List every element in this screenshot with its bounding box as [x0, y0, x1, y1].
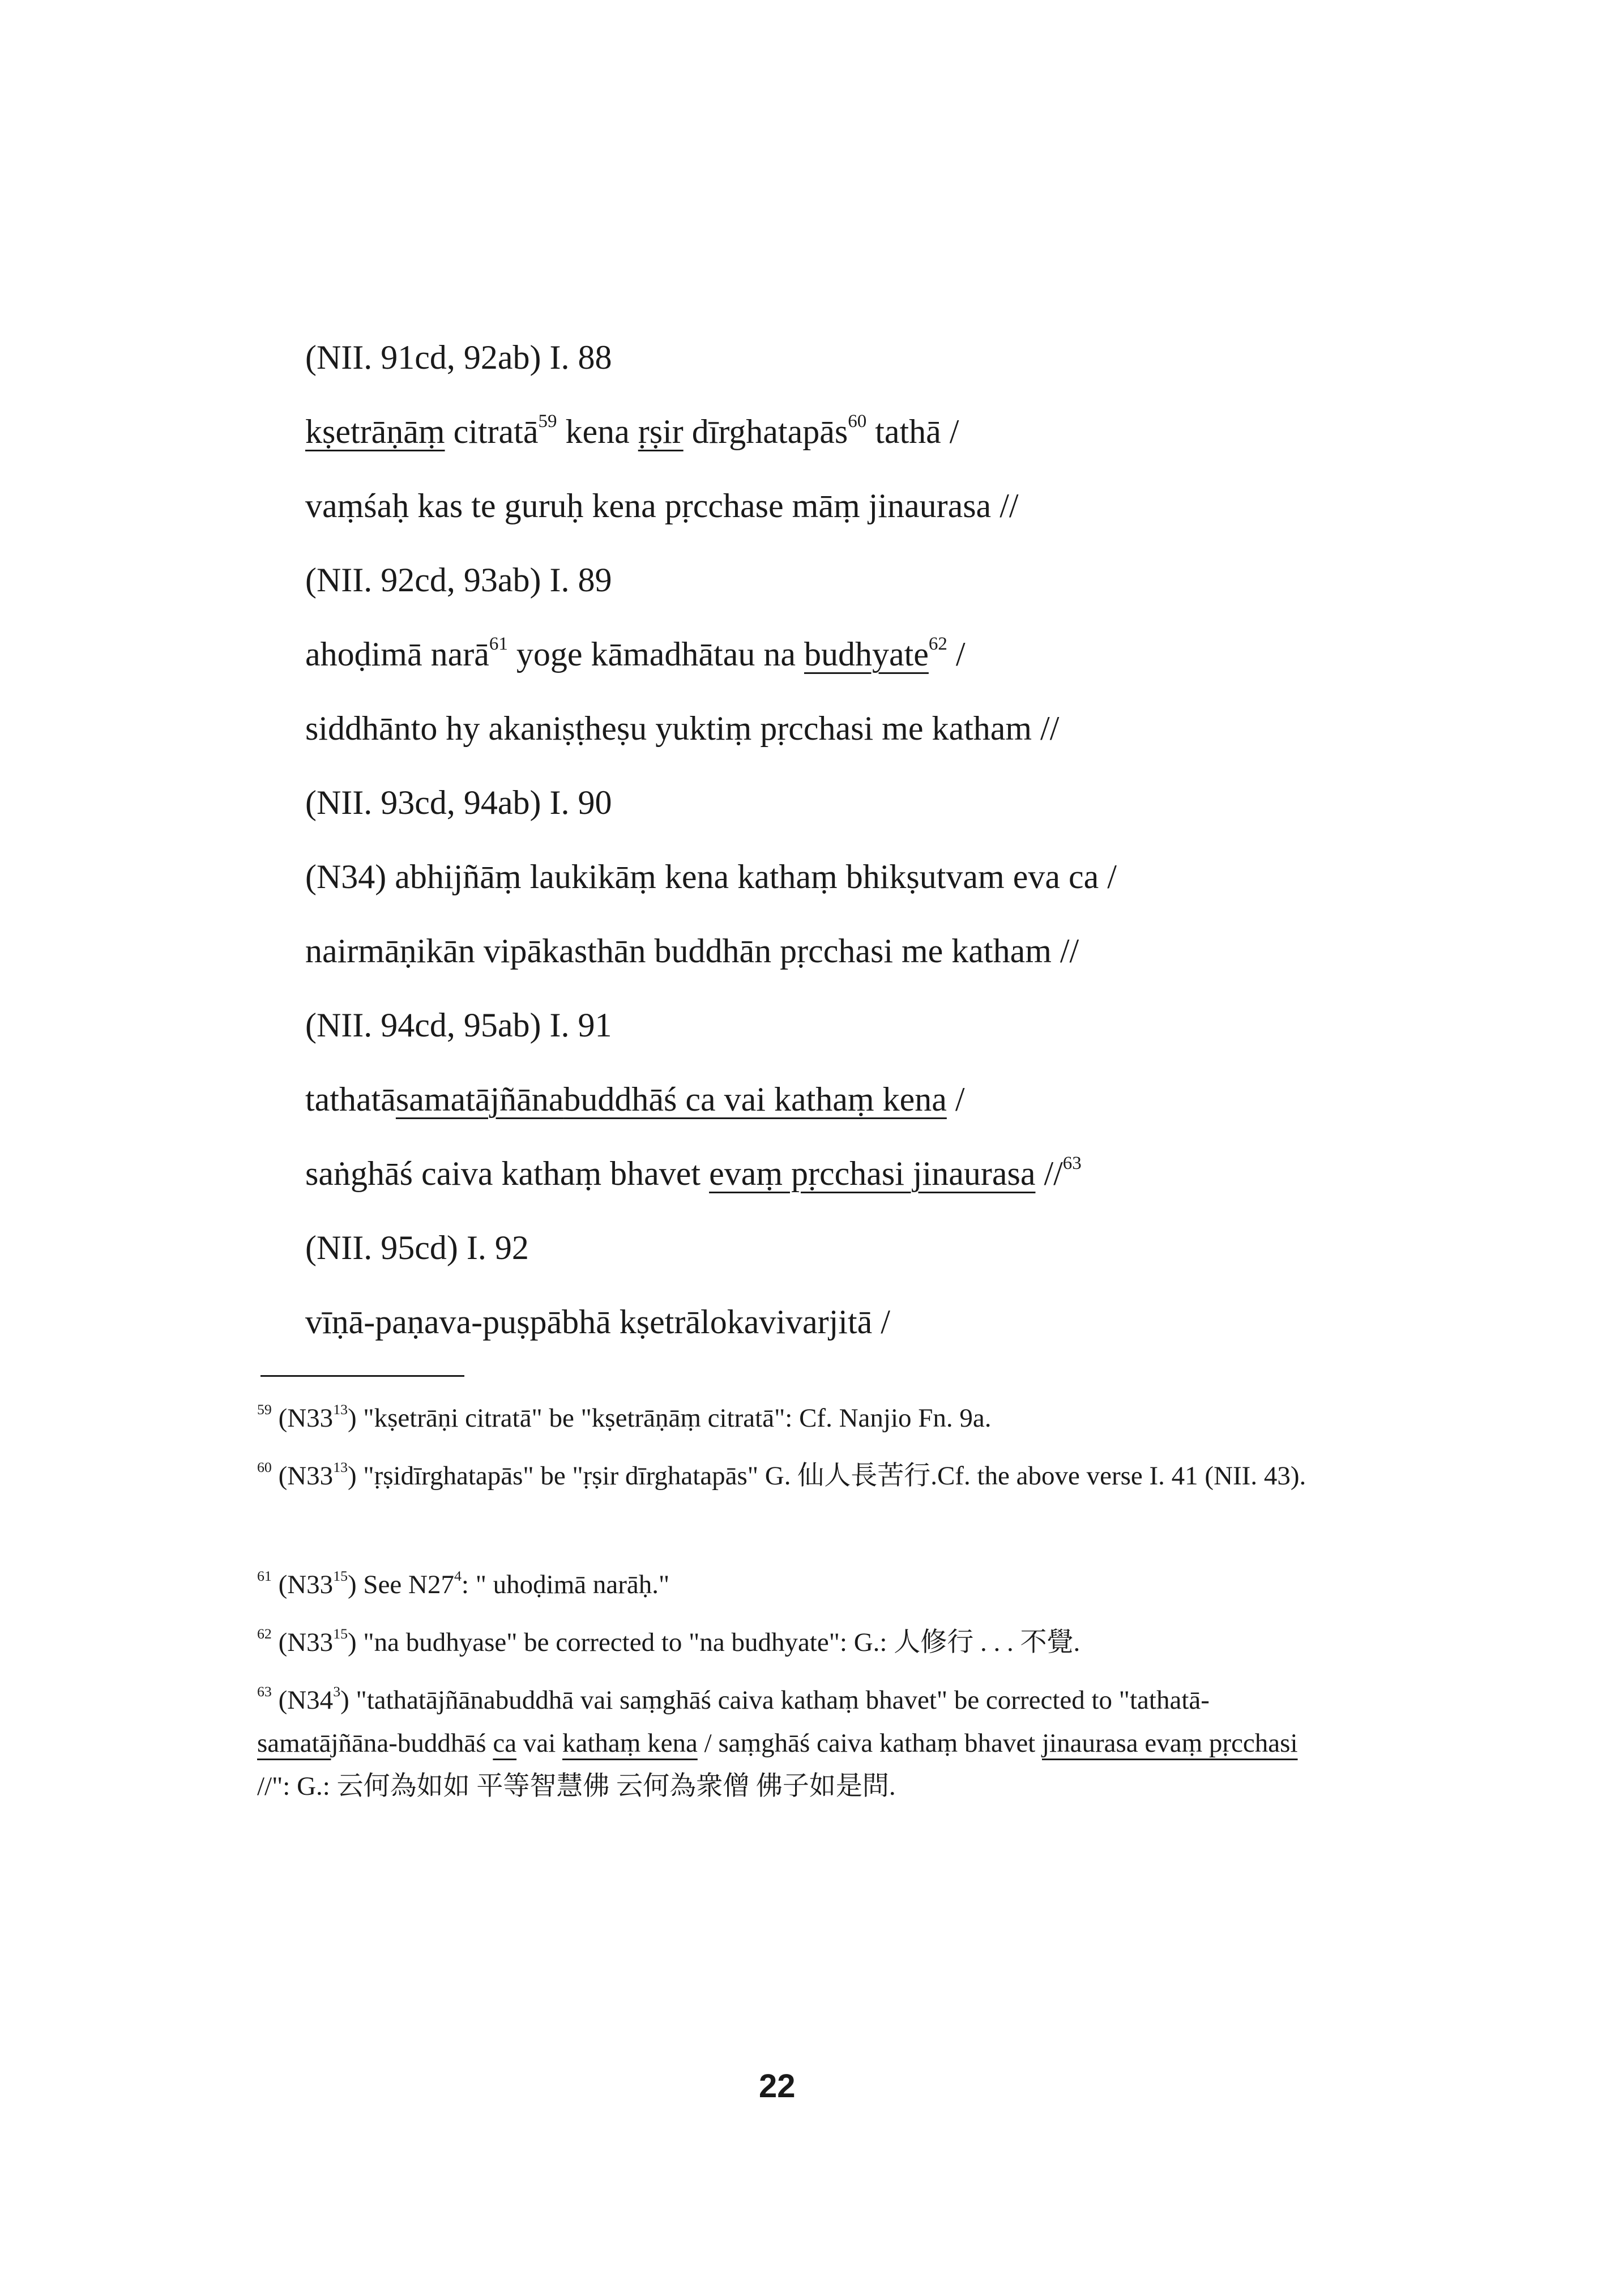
text-segment: (NII. 95cd) I. 92 [305, 1229, 529, 1266]
text-segment: vai [516, 1729, 562, 1758]
footnote-divider [260, 1375, 464, 1377]
superscript-ref: 60 [848, 411, 867, 432]
text-segment: (NII. 92cd, 93ab) I. 89 [305, 561, 612, 599]
page-number: 22 [759, 2068, 796, 2105]
text-segment: siddhānto hy akaniṣṭheṣu yuktiṃ pṛcchasi me katham // [305, 710, 1060, 747]
superscript-ref: 62 [257, 1625, 272, 1642]
verse-line [305, 484, 1019, 527]
superscript-ref: 3 [333, 1683, 341, 1700]
text-segment: (N33 [271, 1403, 334, 1433]
verse-line [305, 707, 1059, 750]
superscript-ref: 59 [538, 411, 557, 432]
superscript-ref: 59 [257, 1401, 272, 1418]
text-segment: // [1035, 1155, 1063, 1192]
text-segment: //": G.: 云何為如如 平等智慧佛 云何為衆僧 佛子如是問. [257, 1772, 896, 1801]
underlined-text: buddhāś ca vai kathaṃ kena [563, 1081, 947, 1118]
verse-line [305, 633, 966, 676]
text-segment: dīrghatapās [683, 413, 848, 450]
text-segment: ) See N27 [348, 1570, 454, 1599]
text-segment: jñāna-buddhāś [331, 1729, 493, 1758]
footnote-59 [257, 1397, 1333, 1440]
verse-line [305, 1300, 890, 1343]
text-segment: : " uhoḍimā narāḥ." [461, 1570, 670, 1599]
verse-line [305, 410, 959, 453]
text-segment: (N33 [271, 1628, 334, 1657]
underlined-text: budhyate [804, 635, 929, 673]
text-segment: (N34) abhijñāṃ laukikāṃ kena kathaṃ bhikṣutvam eva ca / [305, 858, 1117, 895]
text-segment: vīṇā-paṇava-puṣpābhā kṣetrālokavivarjitā / [305, 1303, 890, 1341]
text-segment: kena [557, 413, 638, 450]
text-segment: / [947, 635, 966, 673]
text-segment: (N34 [271, 1685, 334, 1715]
superscript-ref: 61 [257, 1568, 272, 1585]
superscript-ref: 63 [257, 1683, 272, 1700]
footnote-62 [257, 1621, 1333, 1664]
verse-heading [305, 336, 612, 379]
text-segment: vaṃśaḥ kas te guruḥ kena pṛcchase māṃ jinaurasa // [305, 487, 1019, 524]
text-segment: ahoḍimā narā [305, 635, 489, 673]
text-segment: yoge kāmadhātau na [507, 635, 804, 673]
underlined-text: ṛṣir [638, 413, 684, 450]
superscript-ref: 15 [333, 1625, 348, 1642]
underlined-text: kṣetrāṇāṃ [305, 413, 445, 450]
text-segment: saṅghāś caiva kathaṃ bhavet [305, 1155, 710, 1192]
footnote-63 [257, 1679, 1333, 1808]
verse-heading [305, 781, 612, 824]
text-segment: / saṃghāś caiva kathaṃ bhavet [697, 1729, 1042, 1758]
underlined-text: samatā [257, 1729, 331, 1758]
text-segment: (NII. 91cd, 92ab) I. 88 [305, 339, 612, 376]
verse-line [305, 1078, 965, 1121]
text-segment: tathā / [866, 413, 959, 450]
text-segment: (N33 [271, 1570, 334, 1599]
verse-line [305, 855, 1117, 898]
text-segment: ) "ṛṣidīrghatapās" be "ṛṣir dīrghatapās" G. 仙人長苦行.Cf. the above verse I. 41 (NII. 43). [348, 1461, 1306, 1491]
superscript-ref: 4 [454, 1568, 462, 1585]
text-segment: (NII. 93cd, 94ab) I. 90 [305, 784, 612, 821]
superscript-ref: 60 [257, 1459, 272, 1476]
underlined-text: ca [493, 1729, 517, 1758]
verse-heading [305, 1226, 529, 1269]
text-segment: (NII. 94cd, 95ab) I. 91 [305, 1006, 612, 1044]
text-segment: ) "na budhyase" be corrected to "na budhyate": G.: 人修行 . . . 不覺. [348, 1628, 1080, 1657]
footnote-60 [257, 1454, 1333, 1497]
superscript-ref: 15 [333, 1568, 348, 1585]
text-segment: ) "tathatājñānabuddhā vai saṃghāś caiva kathaṃ bhavet" be corrected to "tathatā- [340, 1685, 1210, 1715]
underlined-text: evaṃ pṛcchasi jinaurasa [709, 1155, 1036, 1192]
verse-line [305, 1152, 1082, 1195]
text-segment: ) "kṣetrāṇi citratā" be "kṣetrāṇāṃ citratā": Cf. Nanjio Fn. 9a. [348, 1403, 992, 1433]
text-segment: tathatā [305, 1081, 396, 1118]
underlined-text: samatājñāna [395, 1081, 564, 1118]
footnote-61 [257, 1563, 1333, 1606]
verse-line [305, 929, 1079, 972]
text-segment: / [946, 1081, 965, 1118]
underlined-text: kathaṃ kena [562, 1729, 698, 1758]
superscript-ref: 63 [1062, 1153, 1082, 1173]
superscript-ref: 62 [928, 633, 947, 654]
superscript-ref: 13 [333, 1401, 348, 1418]
text-segment: (N33 [271, 1461, 334, 1491]
verse-heading [305, 1004, 612, 1047]
text-segment: nairmāṇikān vipākasthān buddhān pṛcchasi me katham // [305, 932, 1079, 970]
superscript-ref: 61 [489, 633, 508, 654]
verse-heading [305, 558, 612, 601]
superscript-ref: 13 [333, 1459, 348, 1476]
underlined-text: jinaurasa evaṃ pṛcchasi [1042, 1729, 1298, 1758]
text-segment: citratā [445, 413, 539, 450]
